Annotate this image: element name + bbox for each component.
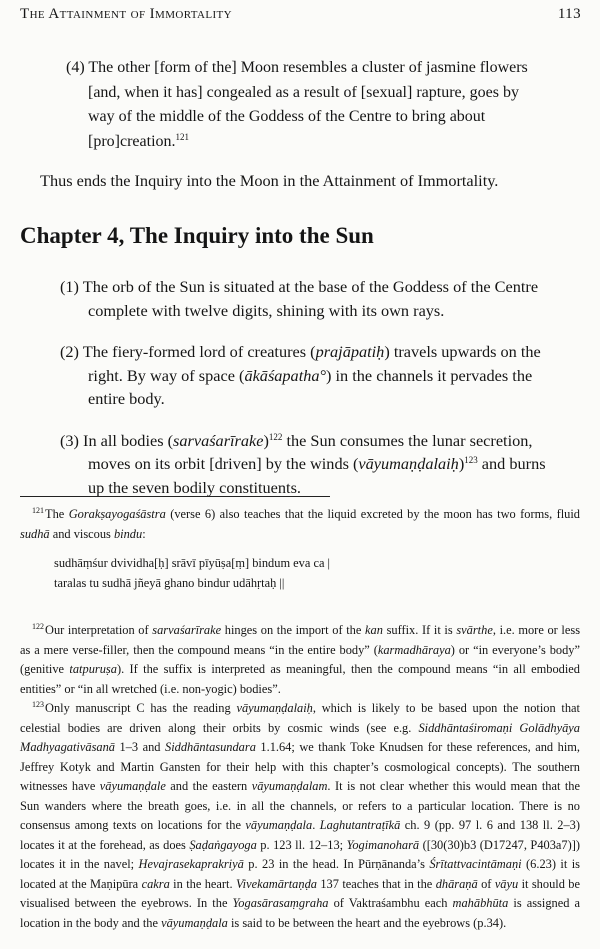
page-header xyxy=(20,6,581,30)
main-text xyxy=(20,56,582,517)
verse-sun-2: (2) The fiery-formed lord of creatures (prajāpatiḥ) travels upwards on the right. By way of space (ākāśapatha°) in the channels it pervades the entire body. xyxy=(60,342,541,409)
running-title: The Attainment of Immortality xyxy=(20,6,233,22)
chapter-colophon: Thus ends the Inquiry into the Moon in the Attainment of Immortality. xyxy=(40,171,499,191)
footnote-ref-121[interactable]: 121 xyxy=(175,131,190,142)
sanskrit-quote xyxy=(20,554,580,593)
verse-sun-3: (3) In all bodies (sarvaśarīrake)$^{122}$ the Sun consumes the lunar secretion, moves on its orbit [driven] by the winds (vāyumaṇḍalaiḥ)$^{123}$ and burns up the seven bodily constituents. xyxy=(60,430,546,497)
footnote-121: $^{121}$The Gorakṣayogaśāstra (verse 6) also teaches that the liquid excreted by the moon has two forms, fluid sudhā and viscous bindu: xyxy=(20,506,580,541)
quote-line-1: sudhāṃśur dvividha[ḥ] srāvī pīyūṣa[ṃ] bindum eva ca | xyxy=(54,556,331,570)
verse-4: (4) The other [form of the] Moon resembles a cluster of jasmine flowers [and, when it has] congealed as a result of [sexual] rapture, goes by way of the middle of the Goddess of the Centre to bring about [pro]creation.$^{121}$ xyxy=(66,59,528,150)
footnote-122: $^{122}$Our interpretation of sarvaśarīrake hinges on the import of the kan suffix. If it is svārthe, i.e. more or less as a mere verse-filler, then the compound means “in the entire body” (karmadhāraya) or “in everyone’s body” (genitive tatpuruṣa). If the suffix is interpreted as meaningful, then the compound means “in all embodied entities” or “in all wretched (i.e. non-yogic) bodies”. xyxy=(20,622,581,696)
footnote-divider xyxy=(20,496,330,497)
verse-sun-1: (1) The orb of the Sun is situated at the base of the Goddess of the Centre complete with twelve digits, shining with its own rays. xyxy=(60,277,539,320)
quote-line-2: taralas tu sudhā jñeyā ghano bindur udāhṛtaḥ || xyxy=(54,575,285,590)
footnote-ref-122[interactable]: 122 xyxy=(268,431,283,442)
page-number: 113 xyxy=(557,6,581,22)
footnote-123: $^{123}$Only manuscript C has the reading vāyumaṇḍalaiḥ, which is likely to be based upon the notion that celestial bodies are driven along their orbits by cosmic winds (see e.g. Siddhāntaśiromaṇi Golādhyāya Madhyagativāsanā 1–3 and Siddhāntasundara 1.1.64; we thank Toke Knudsen for these references, and him, Jeffrey Kotyk and Martin Gansten for their help with this chapter’s cosmological concepts). The southern witnesses have vāyumaṇḍale and the eastern vāyumaṇḍalam. It is not clear whether this would mean that the Sun wanders where the breath goes, i.e. in all the channels, or refers to a particular location. There is no consensus among texts on locations for the vāyumaṇḍala. Laghutantraṭīkā ch. 9 (pp. 97 l. 6 and 138 ll. 2–3) locates it at the forehead, as does Ṣaḍaṅgayoga p. 123 ll. 12–13; Yogimanoharā ([30(30)b3 (D17247, P403a7)]) locates it in the navel; Hevajrasekaprakriyā p. 23 in the head. In Pūrṇānanda’s Śrītattvacintāmaṇi (6.23) it is located at the Maṇipūra cakra in the heart. Vivekamārtaṇḍa 137 teaches that in the dhāraṇā of vāyu it should be visualised between the eyebrows. In the Yogasārasaṃgraha of Vaktraśambhu each mahābhūta is assigned a location in the body and the vāyumaṇḍala is said to be between the heart and the eyebrows (p.34). xyxy=(20,700,581,930)
footnotes xyxy=(20,505,580,933)
footnote-ref-123[interactable]: 123 xyxy=(464,455,478,466)
chapter-heading: Chapter 4, The Inquiry into the Sun xyxy=(20,223,374,249)
